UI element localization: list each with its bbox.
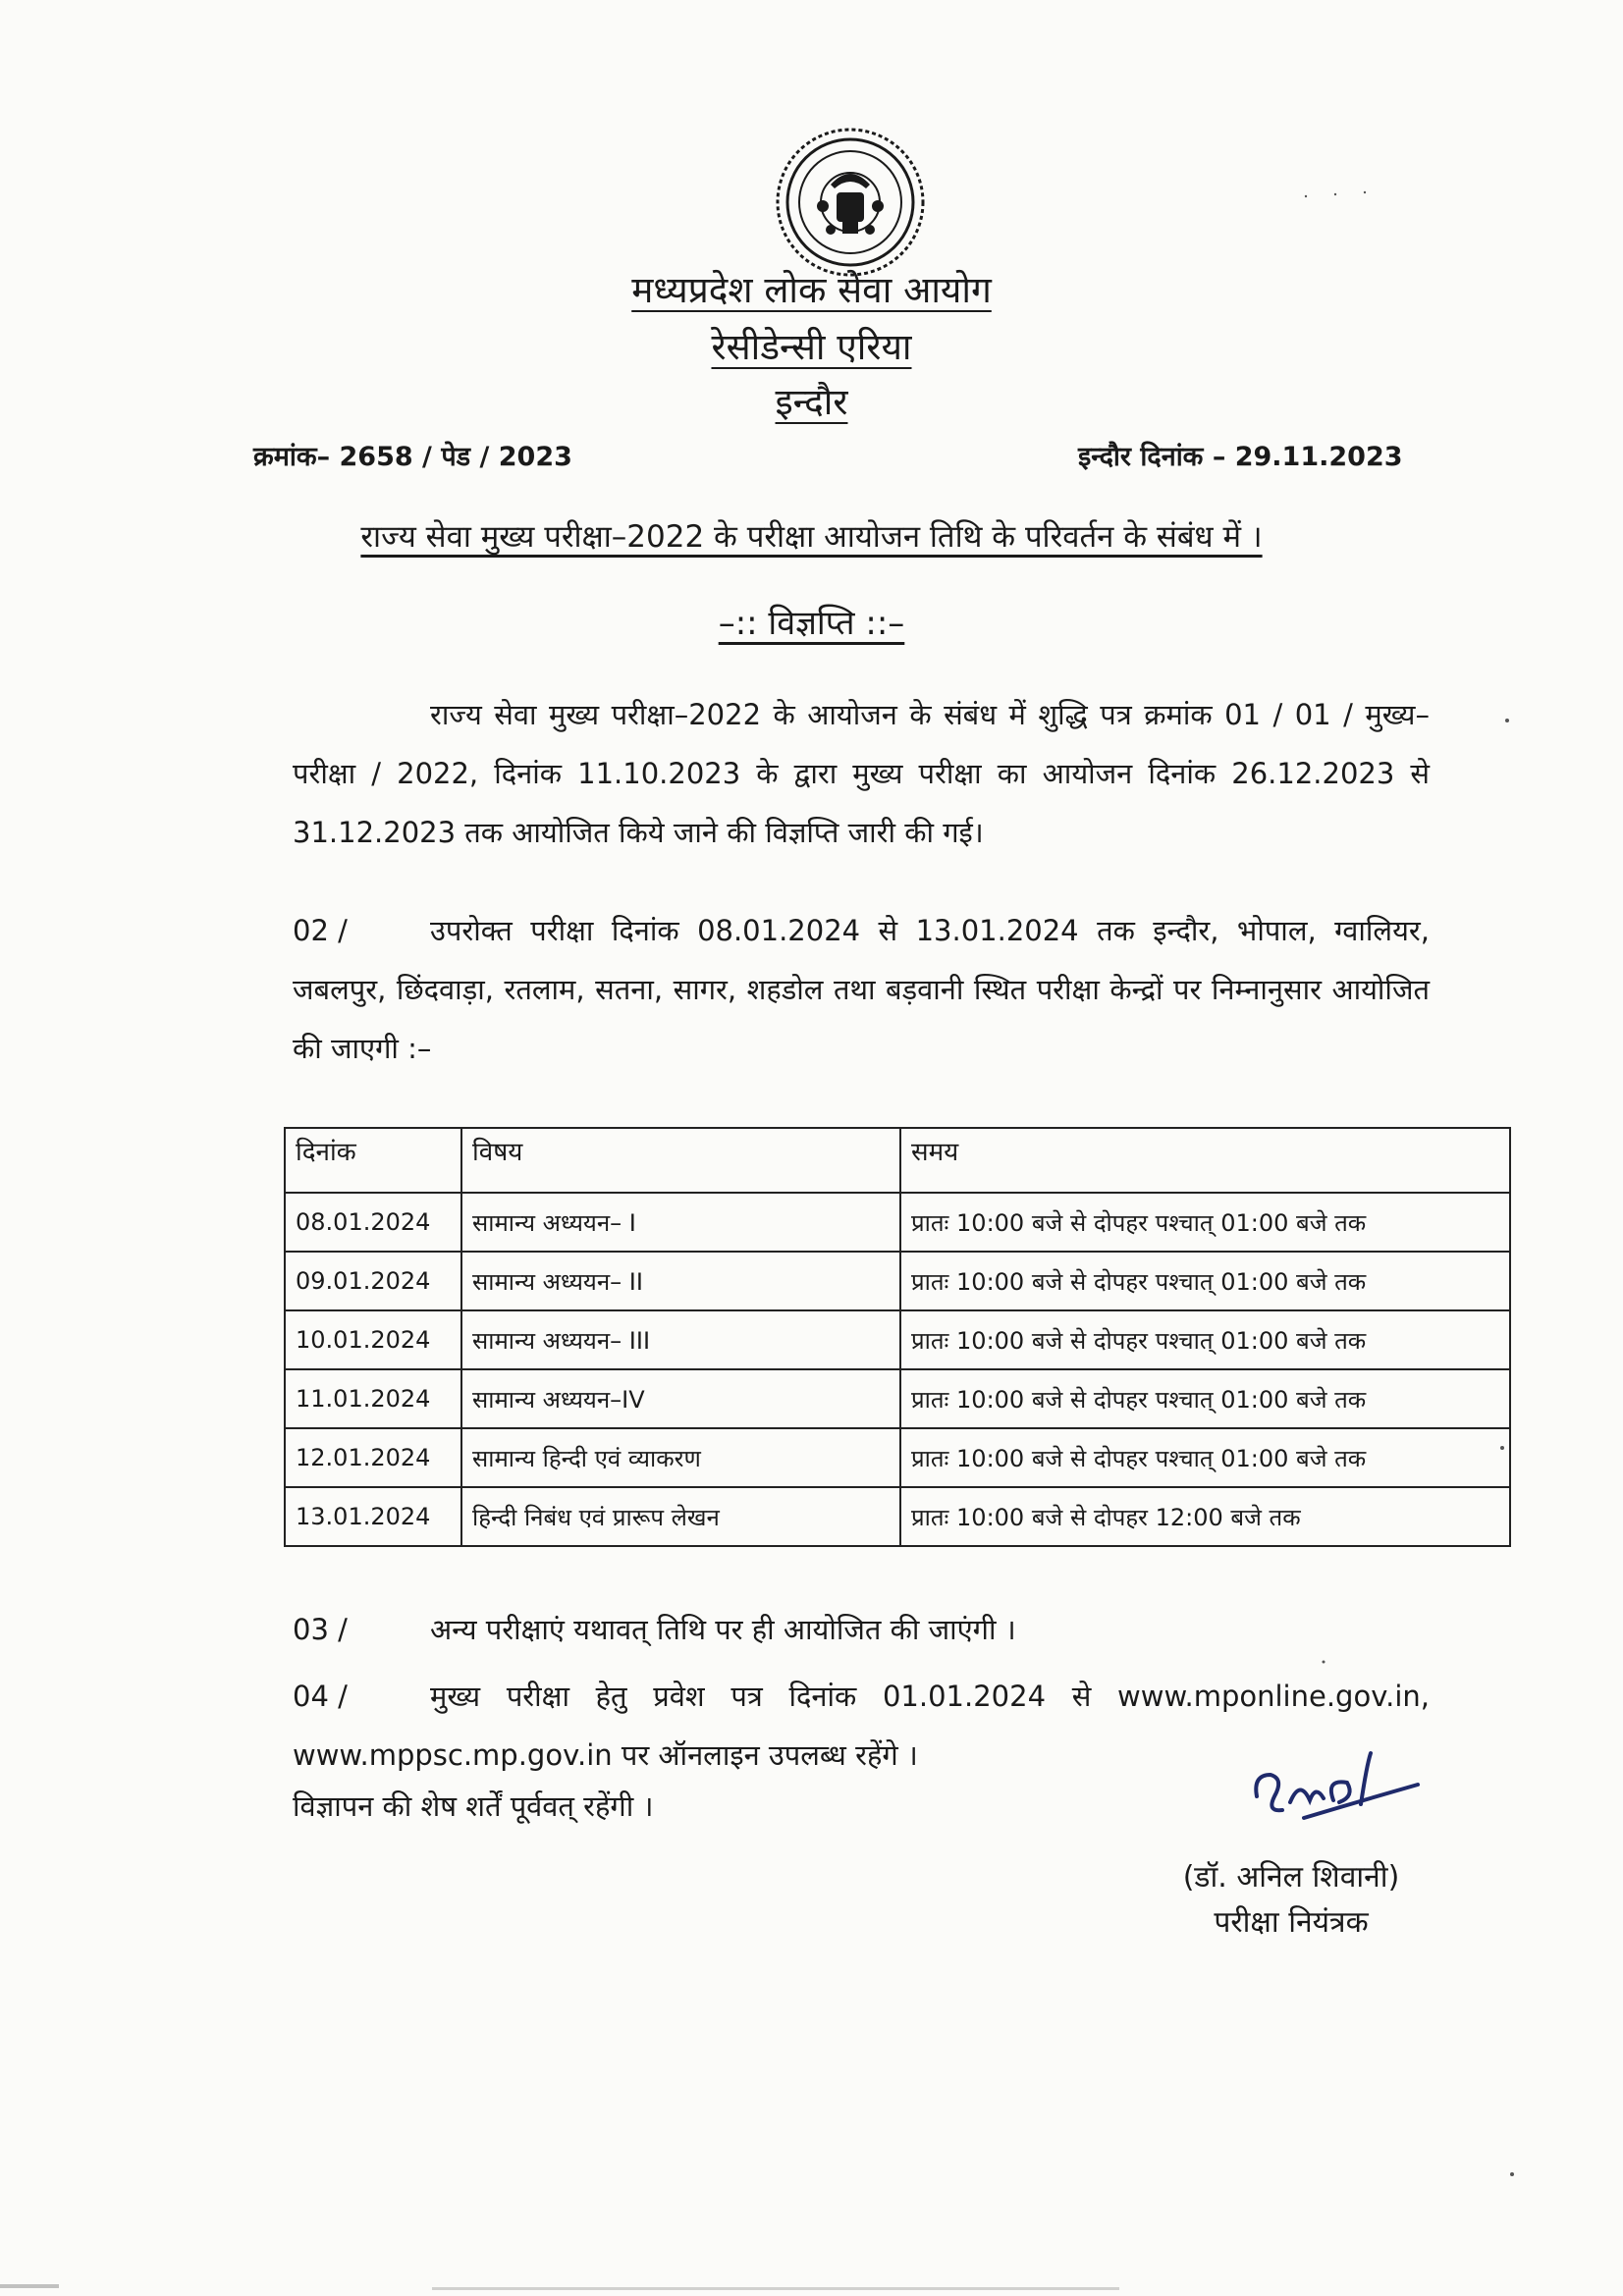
signature-mark — [1245, 1745, 1422, 1834]
row-date: 10.01.2024 — [285, 1310, 461, 1369]
reference-date: इन्दौर दिनांक – 29.11.2023 — [1078, 442, 1403, 472]
paragraph-1-text: राज्य सेवा मुख्य परीक्षा–2022 के आयोजन के संबंध में शुद्धि पत्र क्रमांक 01 / 01 / मुख्य–परीक्षा / 2022, दिनांक 11.10.2023 के द्वारा मुख्य परीक्षा का आयोजन दिनांक 26.12.2023 से 31.12.2023 तक आयोजित किये जाने की विज्ञप्ति जारी की गई। — [293, 698, 1430, 849]
signatory-name: (डॉ. अनिल शिवानी) — [1182, 1860, 1400, 1895]
table-row — [285, 1193, 1510, 1252]
row-time: प्रातः 10:00 बजे से दोपहर 12:00 बजे तक — [900, 1487, 1510, 1546]
exam-schedule-table — [284, 1127, 1511, 1547]
row-subject: हिन्दी निबंध एवं प्रारूप लेखन — [461, 1487, 900, 1546]
closing-text: विज्ञापन की शेष शर्तें पूर्ववत् रहेंगी । — [293, 1789, 654, 1823]
paragraph-2-number: 02 / — [293, 914, 348, 947]
row-time: प्रातः 10:00 बजे से दोपहर पश्चात् 01:00 बजे तक — [900, 1369, 1510, 1428]
table-row — [285, 1428, 1510, 1487]
table-row — [285, 1369, 1510, 1428]
row-subject: सामान्य अध्ययन– III — [461, 1310, 900, 1369]
org-area: रेसीडेन्सी एरिया — [711, 326, 912, 368]
org-city: इन्दौर — [775, 381, 848, 423]
header-date: दिनांक — [285, 1128, 461, 1193]
table-row — [285, 1252, 1510, 1310]
row-time: प्रातः 10:00 बजे से दोपहर पश्चात् 01:00 बजे तक — [900, 1428, 1510, 1487]
paragraph-4-text: मुख्य परीक्षा हेतु प्रवेश पत्र दिनांक 01.01.2024 से www.mponline.gov.in, www.mppsc.mp.gov.in पर ऑनलाइन उपलब्ध रहेंगे । — [293, 1680, 1430, 1772]
table-header-row — [285, 1128, 1510, 1193]
table-row — [285, 1310, 1510, 1369]
row-date: 11.01.2024 — [285, 1369, 461, 1428]
row-time: प्रातः 10:00 बजे से दोपहर पश्चात् 01:00 बजे तक — [900, 1252, 1510, 1310]
row-subject: सामान्य हिन्दी एवं व्याकरण — [461, 1428, 900, 1487]
paragraph-3 — [293, 1600, 1430, 1659]
paragraph-2-text: उपरोक्त परीक्षा दिनांक 08.01.2024 से 13.01.2024 तक इन्दौर, भोपाल, ग्वालियर, जबलपुर, छिंदवाड़ा, रतलाम, सतना, सागर, शहडोल तथा बड़वानी स्थित परीक्षा केन्द्रों पर निम्नानुसार आयोजित की जाएगी :– — [293, 914, 1430, 1065]
header-time: समय — [900, 1128, 1510, 1193]
org-name: मध्यप्रदेश लोक सेवा आयोग — [631, 269, 992, 311]
row-time: प्रातः 10:00 बजे से दोपहर पश्चात् 01:00 बजे तक — [900, 1310, 1510, 1369]
row-time: प्रातः 10:00 बजे से दोपहर पश्चात् 01:00 बजे तक — [900, 1193, 1510, 1252]
row-subject: सामान्य अध्ययन–IV — [461, 1369, 900, 1428]
signatory-designation: परीक्षा नियंत्रक — [1214, 1905, 1369, 1940]
paragraph-3-number: 03 / — [293, 1613, 348, 1646]
row-subject: सामान्य अध्ययन– I — [461, 1193, 900, 1252]
reference-number: क्रमांक– 2658 / पेड / 2023 — [253, 442, 572, 472]
row-subject: सामान्य अध्ययन– II — [461, 1252, 900, 1310]
row-date: 12.01.2024 — [285, 1428, 461, 1487]
row-date: 08.01.2024 — [285, 1193, 461, 1252]
row-date: 13.01.2024 — [285, 1487, 461, 1546]
paragraph-2 — [293, 901, 1430, 1078]
paragraph-1 — [293, 685, 1430, 862]
paragraph-3-text: अन्य परीक्षाएं यथावत् तिथि पर ही आयोजित की जाएंगी । — [430, 1613, 1016, 1646]
row-date: 09.01.2024 — [285, 1252, 461, 1310]
subject-line: राज्य सेवा मुख्य परीक्षा–2022 के परीक्षा आयोजन तिथि के परिवर्तन के संबंध में । — [360, 519, 1263, 555]
paragraph-4-number: 04 / — [293, 1680, 348, 1713]
notice-title: –:: विज्ञप्ति ::– — [718, 604, 905, 643]
mppsc-emblem-icon — [772, 124, 929, 281]
header-subject: विषय — [461, 1128, 900, 1193]
table-row — [285, 1487, 1510, 1546]
